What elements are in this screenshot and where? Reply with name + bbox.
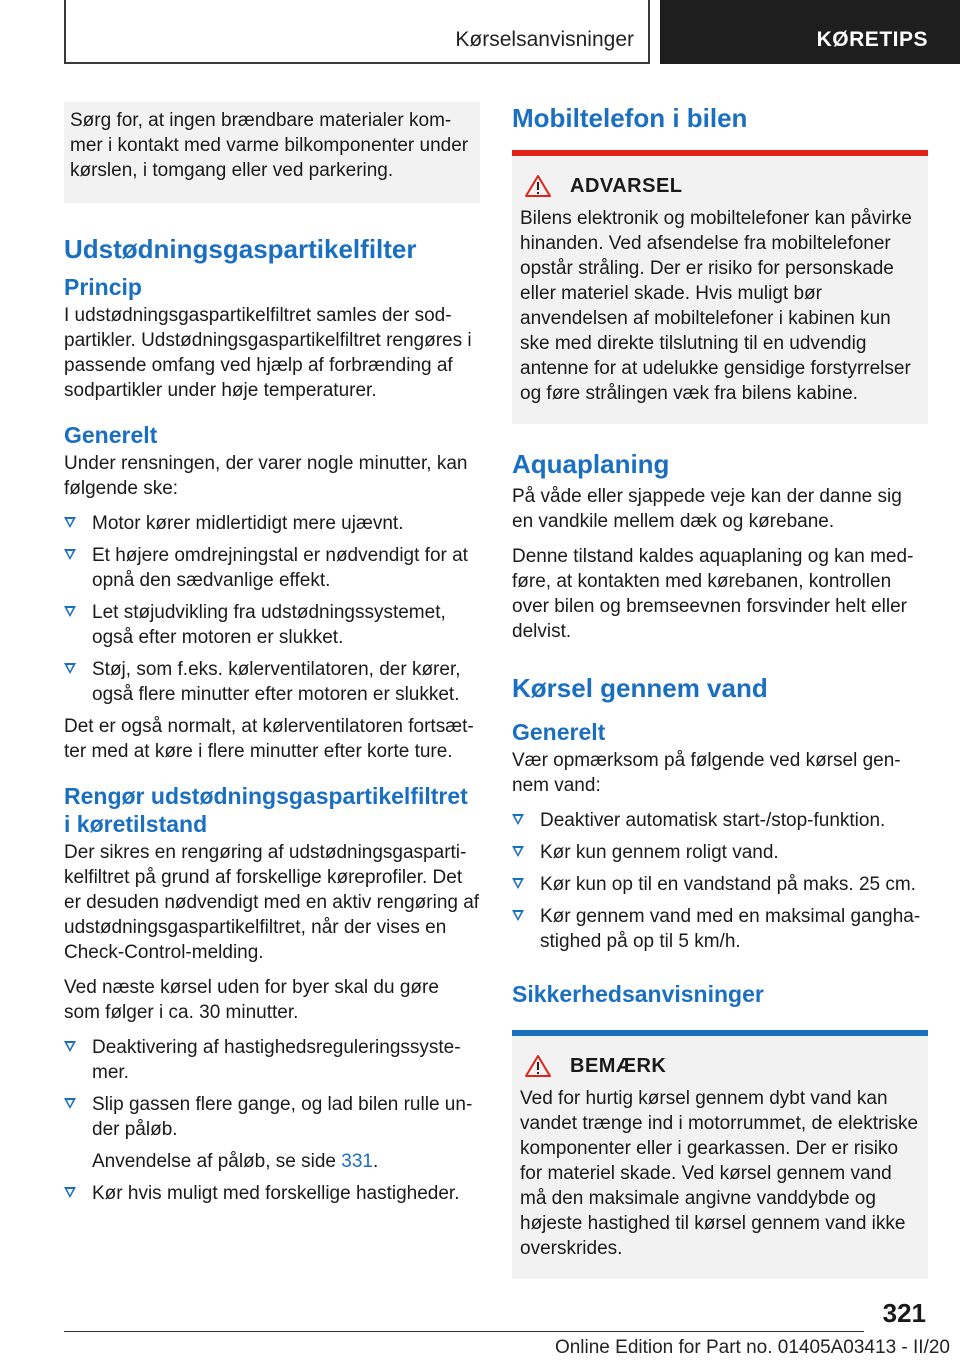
list-item: Let støjudvikling fra udstødningssystemet, også efter motoren er slukket. <box>64 600 480 650</box>
left-column <box>64 102 480 1213</box>
warning-triangle-icon <box>524 1054 552 1078</box>
heading-sikkerhed: Sikkerhedsanvisninger <box>512 981 764 1007</box>
paragraph-princip: I udstødningsgaspartikelfiltret samles der sodpartikler. Udstødningsgaspartikelfiltret rengøres i passende omfang ved hjælp af forbrænding af sodpartikler under høje temperaturer. <box>64 305 472 401</box>
warning-header <box>520 1054 920 1078</box>
list-item: Motor kører midlertidigt mere ujævnt. <box>64 511 480 536</box>
right-column <box>512 102 928 1303</box>
list-item: Kør kun gennem roligt vand. <box>512 840 928 865</box>
triangle-bullet-icon <box>64 606 76 617</box>
triangle-bullet-icon <box>512 846 524 857</box>
heading-filter: Udstødningsgaspartikelfilter <box>64 234 417 264</box>
header-section-title: Kørselsanvisninger <box>455 28 634 51</box>
heading-princip: Princip <box>64 274 142 300</box>
triangle-bullet-icon <box>64 517 76 528</box>
triangle-bullet-icon <box>512 878 524 889</box>
paragraph-aqua-1: På våde eller sjappede veje kan der danne sig en vandkile mellem dæk og kørebane. <box>512 486 902 532</box>
list-item: Kør gennem vand med en maksimal ganghastighed på op til 5 km/h. <box>512 904 928 954</box>
warning-text: Ved for hurtig kørsel gennem dybt vand kan vandet trænge ind i motorrummet, de elektriske komponenter eller i gearkassen. Der er risiko for materiel skade. Ved kørsel gennem vand må den maksimale angivne vanddybde og højeste hastighed til kørsel gennem vand ikke overskrides. <box>520 1088 919 1259</box>
list-item: Et højere omdrejningstal er nødvendigt for at opnå den sædvanlige effekt. <box>64 543 480 593</box>
warning-box-advarsel <box>512 150 928 424</box>
triangle-bullet-icon <box>512 910 524 921</box>
warning-header <box>520 174 920 198</box>
heading-aquaplaning: Aquaplaning <box>512 449 670 479</box>
triangle-bullet-icon <box>512 814 524 825</box>
heading-korsel-vand: Kørsel gennem vand <box>512 673 768 703</box>
warning-title: BEMÆRK <box>570 1054 667 1077</box>
heading-generelt: Generelt <box>64 422 158 448</box>
warning-text: Bilens elektronik og mobiltelefoner kan påvirke hinanden. Ved afsendelse fra mobiltelefoner opstår stråling. Der er risiko for personskade eller materiel skade. Hvis muligt bør anvendelsen af mobiltelefoner i kabinen kun ske med direkte tilslutning til en udvendig antenne for at udelukke gensidige forstyrrelser og føre strålingen væk fra bilens kabine. <box>520 208 912 404</box>
heading-mobiltelefon: Mobiltelefon i bilen <box>512 103 748 133</box>
header-section-box <box>64 0 650 64</box>
paragraph-generelt: Under rensningen, der varer nogle minutter, kan følgende ske: <box>64 453 468 499</box>
triangle-bullet-icon <box>64 663 76 674</box>
warning-box-bemaerk <box>512 1030 928 1279</box>
list-generelt <box>64 511 480 707</box>
paragraph-aqua-2: Denne tilstand kaldes aquaplaning og kan medføre, at kontakten med kørebanen, kontrollen over bilen og bremseevnen forsvinder helt eller delvist. <box>512 546 914 642</box>
header-chapter-title: KØRETIPS <box>816 28 928 51</box>
warning-triangle-icon <box>524 174 552 198</box>
sub-paragraph-palob: Anvendelse af påløb, se side 331. <box>92 1151 379 1172</box>
list-rengor <box>64 1035 480 1142</box>
warning-title: ADVARSEL <box>570 174 683 197</box>
list-item: Kør kun op til en vandstand på maks. 25 cm. <box>512 872 928 897</box>
paragraph-normalt: Det er også normalt, at kølerventilatoren fortsætter med at køre i flere minutter efter korte ture. <box>64 716 474 762</box>
list-item: Støj, som f.eks. kølerventilatoren, der kører, også flere minutter efter motoren er slukket. <box>64 657 480 707</box>
footer-edition: Online Edition for Part no. 01405A03413 - II/20 <box>554 1337 950 1358</box>
paragraph-vand: Vær opmærksom på følgende ved kørsel gennem vand: <box>512 750 901 796</box>
list-item: Deaktivering af hastighedsreguleringssystemer. <box>64 1035 480 1085</box>
triangle-bullet-icon <box>64 1041 76 1052</box>
intro-note: Sørg for, at ingen brændbare materialer kommer i kontakt med varme bilkomponenter under kørslen, i tomgang eller ved parkering. <box>64 102 480 203</box>
list-item: Kør hvis muligt med forskellige hastigheder. <box>64 1181 480 1206</box>
triangle-bullet-icon <box>64 549 76 560</box>
heading-generelt-vand: Generelt <box>512 719 606 745</box>
list-rengor-last <box>64 1181 480 1206</box>
list-item: Slip gassen flere gange, og lad bilen rulle under påløb. <box>64 1092 480 1142</box>
page-link-331[interactable]: 331 <box>341 1151 373 1172</box>
list-vand <box>512 808 928 954</box>
footer-divider <box>64 1331 864 1332</box>
triangle-bullet-icon <box>64 1187 76 1198</box>
paragraph-rengor-1: Der sikres en rengøring af udstødningsgaspartikelfiltret på grund af forskellige køreprofiler. Det er desuden nødvendigt med en aktiv rengøring af udstødningsgaspartikelfiltret, når der vises en Check-Control-melding. <box>64 842 480 963</box>
page-number: 321 <box>882 1298 926 1328</box>
header-chapter-box <box>660 0 960 64</box>
paragraph-rengor-2: Ved næste kørsel uden for byer skal du gøre som følger i ca. 30 minutter. <box>64 977 439 1023</box>
list-item: Deaktiver automatisk start-/stop-funktion. <box>512 808 928 833</box>
heading-rengor: Rengør udstødningsgaspartikelfiltret i køretilstand <box>64 783 468 837</box>
triangle-bullet-icon <box>64 1098 76 1109</box>
